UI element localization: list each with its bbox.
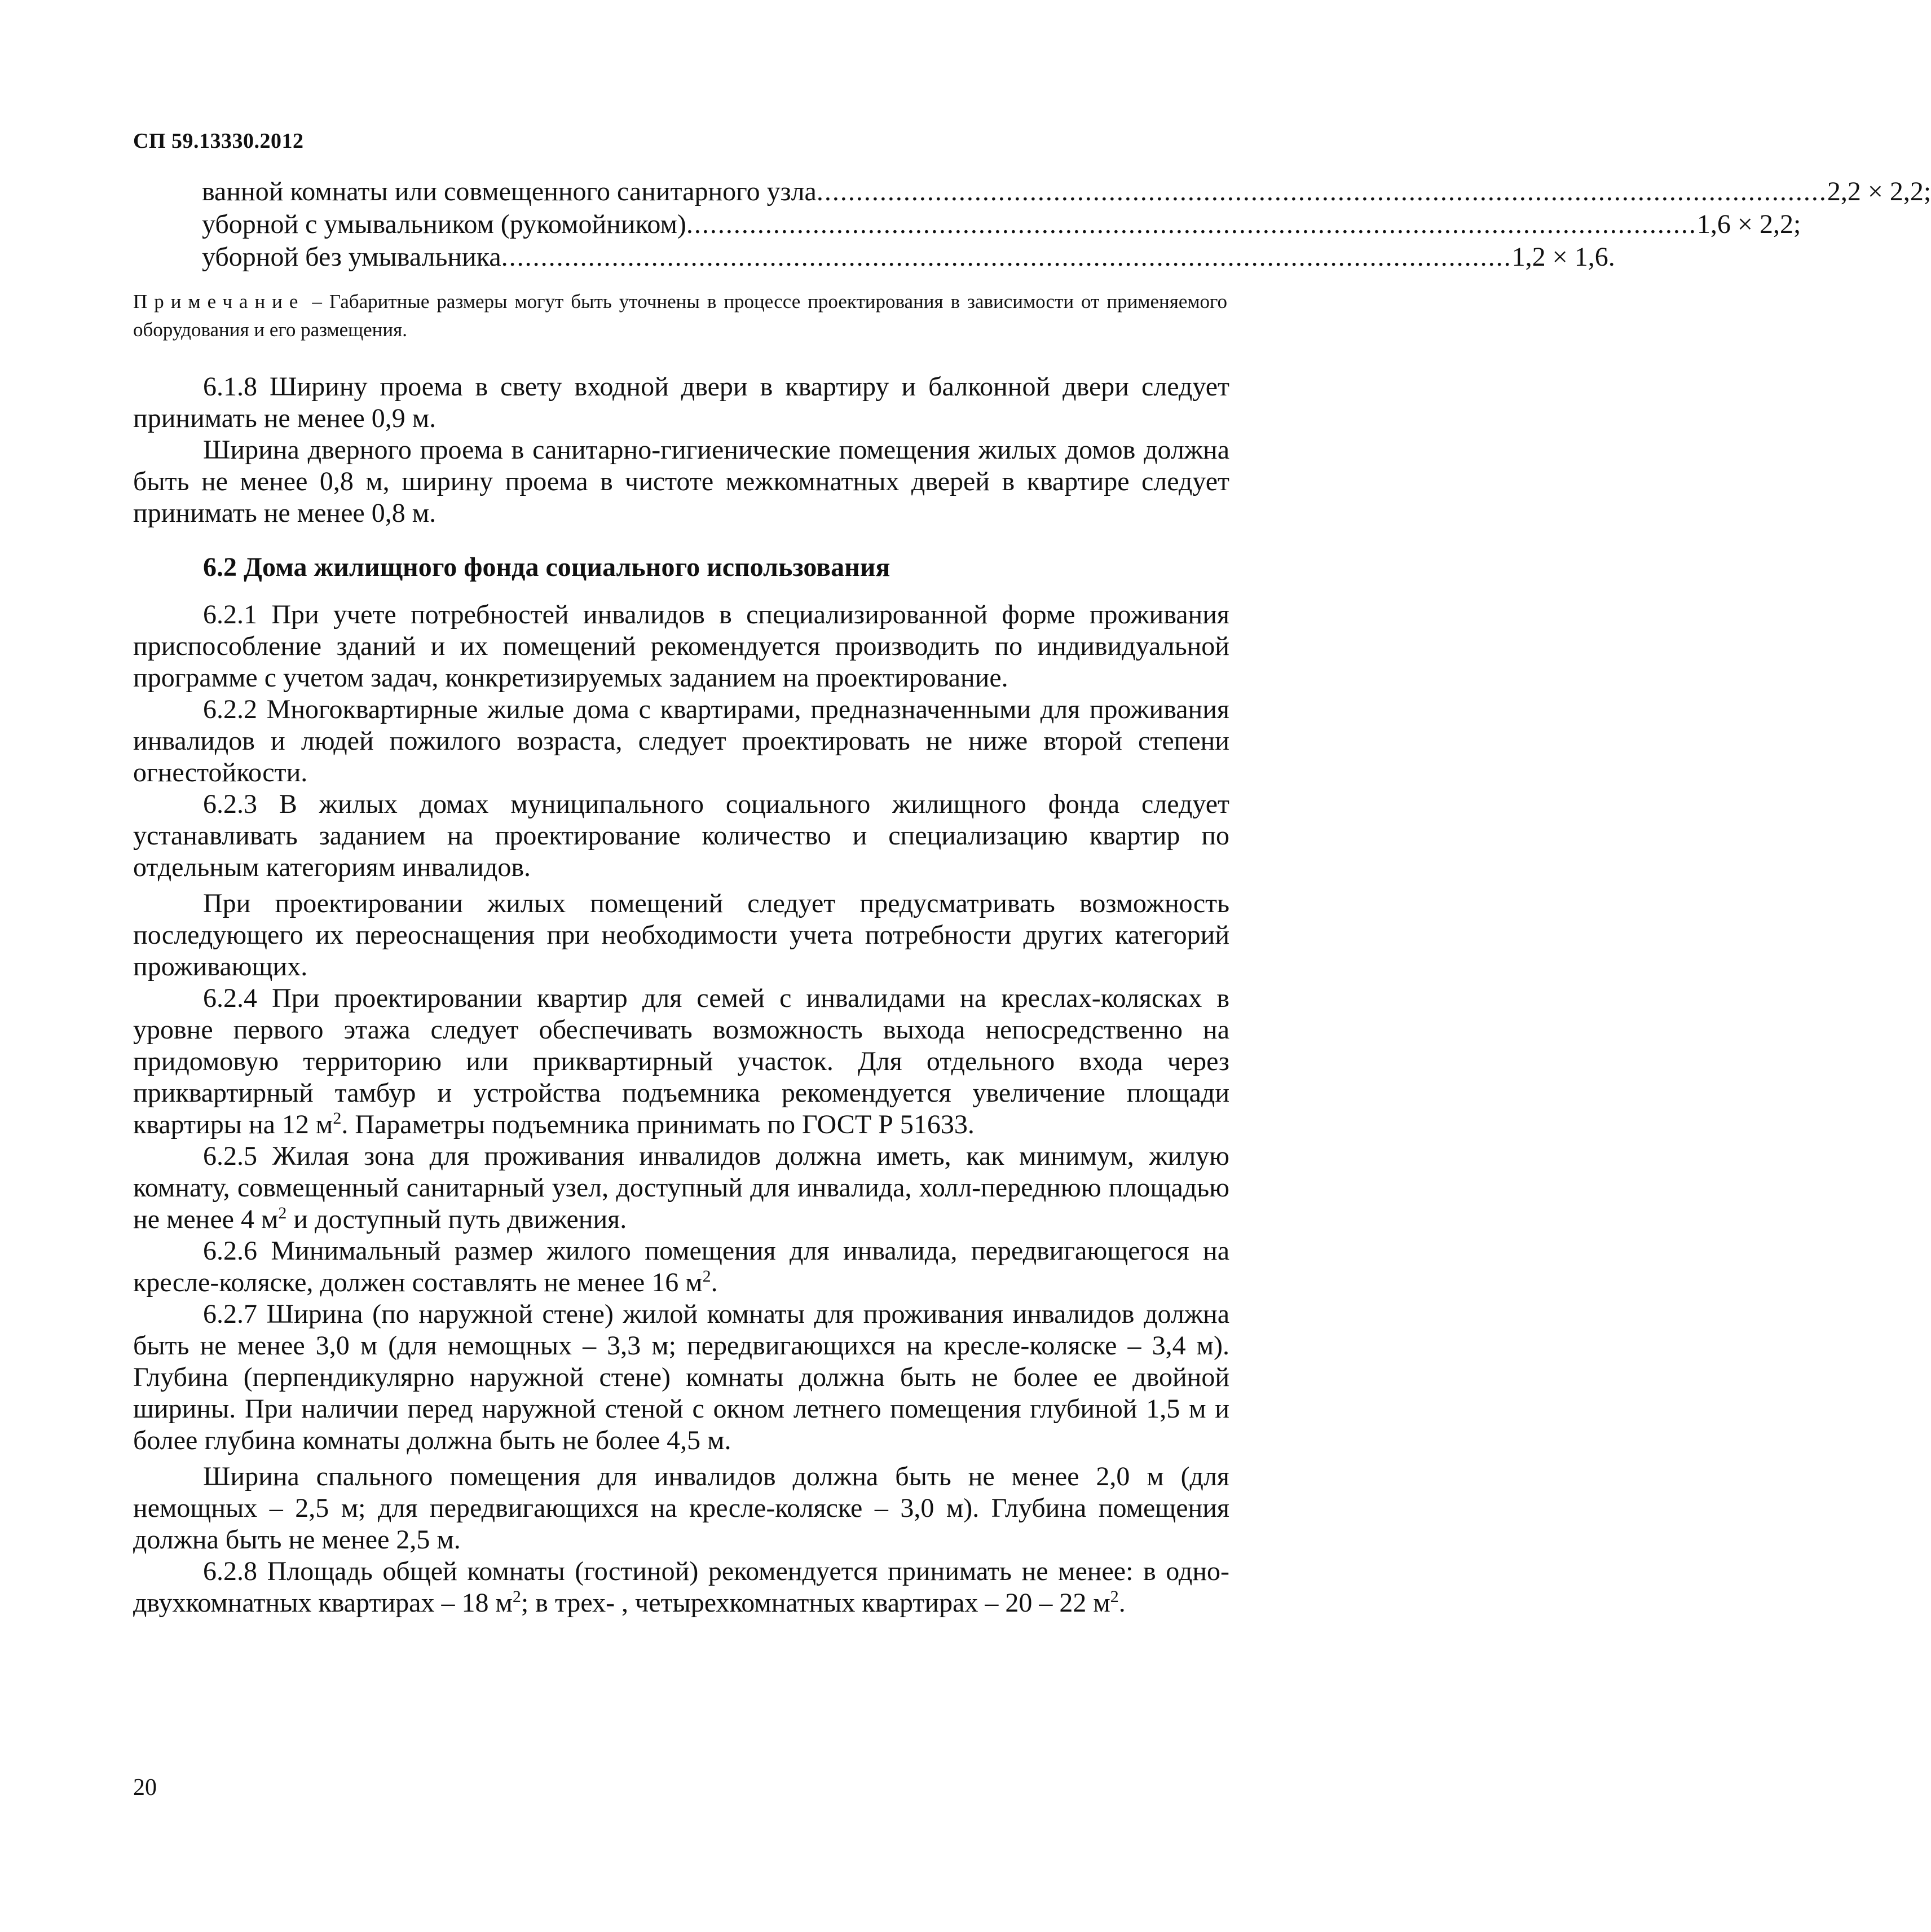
paragraph-6-2-8 xyxy=(133,1556,1229,1619)
text-run: 6.2.8 Площадь общей комнаты (гостиной) рекомендуется принимать не менее: в одно-двухкомнатных квартирах – 18 м xyxy=(133,1556,1229,1618)
text-run: . xyxy=(711,1268,718,1297)
superscript: 2 xyxy=(512,1587,521,1606)
spacer xyxy=(133,883,1229,888)
paragraph-6-2-4 xyxy=(133,983,1229,1141)
dot-leader: ................................................................................................................................ xyxy=(686,209,1697,239)
text-run: 6.2.4 При проектировании квартир для семей с инвалидами на креслах-колясках в уровне первого этажа следует обеспечивать возможность выхода непосредственно на придомовую территорию или приквартирный участок. Для отдельного входа через приквартирный тамбур и устройства подъемника рекомендуется увеличение площади квартиры на 12 м xyxy=(133,983,1229,1139)
paragraph-6-1-8: 6.1.8 Ширину проема в свету входной двери в квартиру и балконной двери следует принимать не менее 0,9 м. xyxy=(133,372,1229,433)
text-run: . Параметры подъемника принимать по ГОСТ Р 51633. xyxy=(341,1110,975,1139)
text-run: 6.2.6 Минимальный размер жилого помещения для инвалида, передвигающегося на кресле-коляске, должен составлять не менее 16 м xyxy=(133,1236,1229,1297)
dot-leader: ................................................................................................................................ xyxy=(501,242,1512,272)
paragraph-6-2-3: 6.2.3 В жилых домах муниципального социального жилищного фонда следует устанавливать заданием на проектирование количество и специализацию квартир по отдельным категориям инвалидов. xyxy=(133,789,1229,882)
paragraph-6-2-7-cont: Ширина спального помещения для инвалидов должна быть не менее 2,0 м (для немощных – 2,5 м; для передвигающихся на кресле-коляске – 3,0 м). Глубина помещения должна быть не менее 2,5 м. xyxy=(133,1462,1229,1555)
paragraph-6-2-5 xyxy=(133,1141,1229,1235)
note-lead: Примечание xyxy=(133,291,305,313)
body-text xyxy=(133,371,1229,1619)
paragraph-6-2-2: 6.2.2 Многоквартирные жилые дома с квартирами, предназначенными для проживания инвалидов и людей пожилого возраста, следует проектировать не ниже второй степени огнестойкости. xyxy=(133,694,1229,787)
dimension-value: 1,6 × 2,2; xyxy=(1696,209,1801,239)
dimension-line xyxy=(202,241,1615,274)
dimension-label: уборной с умывальником (рукомойником) xyxy=(202,209,686,239)
dimension-label: уборной без умывальника xyxy=(202,242,501,272)
dimension-label: ванной комнаты или совмещенного санитарного узла xyxy=(202,177,817,206)
section-title: 6.2 Дома жилищного фонда социального использования xyxy=(203,552,890,582)
dimension-value: 2,2 × 2,2; xyxy=(1827,177,1931,206)
dimension-line xyxy=(202,209,1801,241)
dimension-line xyxy=(202,176,1931,209)
page-number: 20 xyxy=(133,1775,157,1801)
dimension-value: 1,2 × 1,6. xyxy=(1511,242,1615,272)
superscript: 2 xyxy=(333,1109,342,1128)
text-run: . xyxy=(1118,1588,1126,1618)
dot-leader: ................................................................................................................................ xyxy=(816,177,1827,206)
spacer xyxy=(133,1456,1229,1461)
text-run: ; в трех- , четырехкомнатных квартирах – 20 – 22 м xyxy=(521,1588,1110,1618)
text-run: 6.2.5 Жилая зона для проживания инвалидов должна иметь, как минимум, жилую комнату, совмещенный санитарный узел, доступный для инвалида, холл-переднюю площадью не менее 4 м xyxy=(133,1141,1229,1234)
note xyxy=(133,288,1227,344)
text-run: и доступный путь движения. xyxy=(286,1204,627,1234)
dimension-list xyxy=(202,176,1931,274)
paragraph-6-1-8-cont: Ширина дверного проема в санитарно-гигиенические помещения жилых домов должна быть не менее 0,8 м, ширину проема в чистоте межкомнатных дверей в квартире следует принимать не менее 0,8 м. xyxy=(133,435,1229,528)
superscript: 2 xyxy=(1110,1587,1119,1606)
document-header: СП 59.13330.2012 xyxy=(133,129,304,153)
paragraph-6-2-7: 6.2.7 Ширина (по наружной стене) жилой комнаты для проживания инвалидов должна быть не менее 3,0 м (для немощных – 3,3 м; передвигающихся на кресле-коляске – 3,4 м). Глубина (перпендикулярно наружной стене) комнаты должна быть не более ее двойной ширины. При наличии перед наружной стеной с окном летнего помещения глубиной 1,5 м и более глубина комнаты должна быть не более 4,5 м. xyxy=(133,1299,1229,1455)
paragraph-6-2-1: 6.2.1 При учете потребностей инвалидов в специализированной форме проживания приспособление зданий и их помещений рекомендуется производить по индивидуальной программе с учетом задач, конкретизируемых заданием на проектирование. xyxy=(133,600,1229,693)
paragraph-6-2-3-cont: При проектировании жилых помещений следует предусматривать возможность последующего их переоснащения при необходимости учета потребности других категорий проживающих. xyxy=(133,888,1229,982)
paragraph-6-2-6 xyxy=(133,1235,1229,1299)
note-text: – Габаритные размеры могут быть уточнены в процессе проектирования в зависимости от применяемого оборудования и его размещения. xyxy=(133,291,1227,341)
superscript: 2 xyxy=(278,1204,287,1222)
superscript: 2 xyxy=(702,1267,711,1286)
